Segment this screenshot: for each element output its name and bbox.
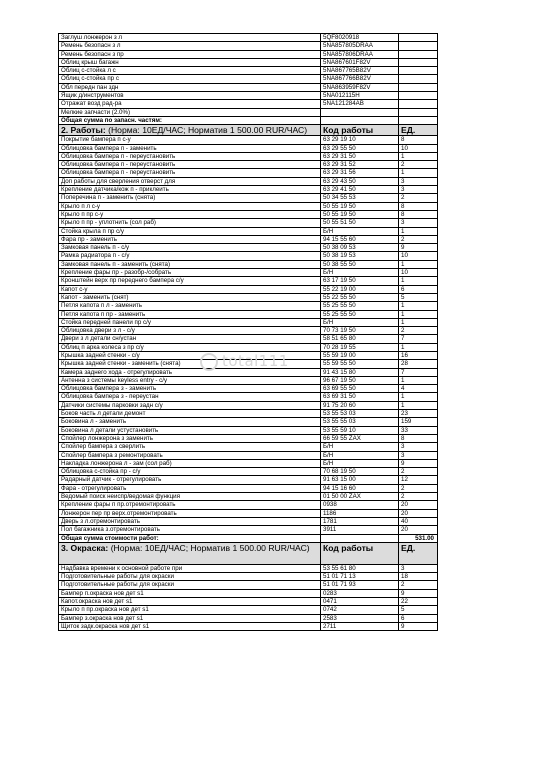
table-row [59, 468, 438, 476]
item-description: Капот.окраска нов дет s1 [59, 598, 321, 606]
item-code: 91 75 20 60 [321, 401, 399, 409]
item-code: 50 55 19 50 [321, 202, 399, 210]
table-row [59, 219, 438, 227]
item-description: Мелкие запчасти (2.0%) [59, 108, 321, 116]
item-description: Кронштейн верх пр переднего бампера с/у [59, 277, 321, 285]
column-header-units: ЕД. [399, 542, 438, 564]
item-units [399, 108, 438, 116]
item-description: Дверь з л.отремонтировать [59, 517, 321, 525]
item-code: 50 38 55 50 [321, 260, 399, 268]
item-description: Заглуш лонжерон з л [59, 34, 321, 42]
table-row [59, 58, 438, 66]
item-description: Рамка радиатора п - с/у [59, 252, 321, 260]
item-units: 20 [399, 501, 438, 509]
item-description: Ремень безопасн з л [59, 42, 321, 50]
column-header-code: Код работы [321, 542, 399, 564]
item-units [399, 50, 438, 58]
item-code: 51 01 71 93 [321, 581, 399, 589]
item-code: 63 69 55 50 [321, 385, 399, 393]
item-description: Ящик д/инструментов [59, 92, 321, 100]
item-code: 63 29 19 10 [321, 136, 399, 144]
table-row [59, 622, 438, 630]
item-description: Облицовка с-стойка пр - с/у [59, 468, 321, 476]
item-units: 1 [399, 393, 438, 401]
item-description: Крышка задней стенки - заменить (снята) [59, 360, 321, 368]
item-code: 63 29 31 56 [321, 169, 399, 177]
item-description: Облиц с-стойка л с [59, 67, 321, 75]
item-units: 7 [399, 368, 438, 376]
item-description: Пол багажника з.отремонтировать [59, 526, 321, 534]
item-units: 1 [399, 302, 438, 310]
table-row [59, 581, 438, 589]
item-code: Б/Н [321, 443, 399, 451]
table-row [59, 285, 438, 293]
table-row [59, 152, 438, 160]
table-row [59, 144, 438, 152]
item-code: Б/Н [321, 318, 399, 326]
item-code: 70 28 19 55 [321, 343, 399, 351]
section-title: 2. Работы: [61, 125, 106, 136]
table-row [59, 327, 438, 335]
section-title: 3. Окраска: [61, 542, 109, 553]
table-row [59, 501, 438, 509]
table-row [59, 269, 438, 277]
table-row [59, 177, 438, 185]
item-code: 5NA863959F82V [321, 83, 399, 91]
item-description: Крыло п л с-у [59, 202, 321, 210]
table-row [59, 252, 438, 260]
table-row [59, 277, 438, 285]
item-code: 55 25 55 50 [321, 302, 399, 310]
item-code: 63 29 41 50 [321, 186, 399, 194]
item-units: 9 [399, 622, 438, 630]
item-description: Петля капота п пр - заменить [59, 310, 321, 318]
item-units: 18 [399, 573, 438, 581]
table-row [59, 92, 438, 100]
total-code [321, 534, 399, 542]
item-code: 94 15 16 60 [321, 484, 399, 492]
item-code: 50 38 19 53 [321, 252, 399, 260]
table-row [59, 302, 438, 310]
item-units: 9 [399, 589, 438, 597]
table-row [59, 100, 438, 108]
item-units: 1 [399, 260, 438, 268]
item-units [399, 75, 438, 83]
item-code: 3911 [321, 526, 399, 534]
item-description: Стойка передней панели пр с/у [59, 318, 321, 326]
item-description: Накладка лонжерона л - зам (сол раб) [59, 459, 321, 467]
item-units: 33 [399, 426, 438, 434]
item-units: 1 [399, 277, 438, 285]
total-value: 531.00 [399, 534, 438, 542]
item-code: 0938 [321, 501, 399, 509]
item-units: 3 [399, 219, 438, 227]
table-row [59, 573, 438, 581]
table-row [59, 260, 438, 268]
item-units: 8 [399, 136, 438, 144]
table-row [59, 34, 438, 42]
watermark-text: total111 [222, 352, 289, 370]
item-units: 8 [399, 202, 438, 210]
table-row [59, 606, 438, 614]
item-description: Облиц крыш багажн [59, 58, 321, 66]
item-description: Бампер п.окраска нов дет s1 [59, 589, 321, 597]
table-row [59, 75, 438, 83]
item-description: Лонжерон пер пр верх.отремонтировать [59, 509, 321, 517]
item-units [399, 92, 438, 100]
total-value [399, 116, 438, 124]
table-row [59, 186, 438, 194]
item-units: 22 [399, 598, 438, 606]
item-units: 2 [399, 327, 438, 335]
item-code: 51 01 71 13 [321, 573, 399, 581]
item-description: Облицовка двери з л - с/у [59, 327, 321, 335]
table-row [59, 310, 438, 318]
item-description: Щиток задк.окраска нов дет s1 [59, 622, 321, 630]
item-description: Фара - отрегулировать [59, 484, 321, 492]
item-description: Фара пр - заменить [59, 235, 321, 243]
item-units: 8 [399, 434, 438, 442]
item-units [399, 58, 438, 66]
item-code: 96 67 19 50 [321, 376, 399, 384]
item-units: 1 [399, 343, 438, 351]
item-units: 12 [399, 476, 438, 484]
table-row [59, 50, 438, 58]
item-code: 91 63 15 00 [321, 476, 399, 484]
table-row [59, 385, 438, 393]
item-code: 55 22 19 00 [321, 285, 399, 293]
item-description: Замковая панель п - с/у [59, 244, 321, 252]
item-description: Подготовительные работы для окраски [59, 573, 321, 581]
item-units: 2 [399, 493, 438, 501]
item-description: Замковая панель п - заменить (снята) [59, 260, 321, 268]
item-code: 63 29 31 50 [321, 152, 399, 160]
item-code: 0471 [321, 598, 399, 606]
item-code: 58 51 65 80 [321, 335, 399, 343]
item-description: Крыло п пр с-у [59, 210, 321, 218]
table-row [59, 293, 438, 301]
item-code: Б/Н [321, 227, 399, 235]
item-units: 9 [399, 244, 438, 252]
item-code: 5NA857805DRAA [321, 42, 399, 50]
table-row [59, 343, 438, 351]
item-code: 63 17 19 50 [321, 277, 399, 285]
item-units: 159 [399, 418, 438, 426]
item-description: Ремень безопасн з пр [59, 50, 321, 58]
item-units [399, 83, 438, 91]
item-description: Антенна з системы keyless entry - с/у [59, 376, 321, 384]
item-description: Доп работы для сверления отверст для [59, 177, 321, 185]
item-description: Облицовка бампера з - переустан [59, 393, 321, 401]
item-units: 40 [399, 517, 438, 525]
item-description: Двери з л детали сн/устан [59, 335, 321, 343]
item-code: 63 29 43 50 [321, 177, 399, 185]
item-description: Крепление фары п пр.отремонтировать [59, 501, 321, 509]
item-description: Ведомый поиск неиспр/ведомая функция [59, 493, 321, 501]
item-description: Боковина л - заменить [59, 418, 321, 426]
table-row [59, 244, 438, 252]
item-code: Б/Н [321, 459, 399, 467]
item-code: 63 29 55 50 [321, 144, 399, 152]
table-row [59, 401, 438, 409]
item-units: 1 [399, 310, 438, 318]
item-code: Б/Н [321, 269, 399, 277]
item-description: Боков часть л детали демонт [59, 410, 321, 418]
item-units [399, 67, 438, 75]
item-description: Облицовка бампера п - переустановить [59, 169, 321, 177]
table-row [59, 451, 438, 459]
table-row [59, 459, 438, 467]
item-code: 50 55 19 50 [321, 210, 399, 218]
table-row [59, 476, 438, 484]
estimate-table [58, 33, 438, 631]
item-units: 3 [399, 443, 438, 451]
column-header-units: ЕД. [399, 125, 438, 136]
item-code: 5NA012115H [321, 92, 399, 100]
item-code: 50 34 55 53 [321, 194, 399, 202]
total-label: Общая сумма стоимости работ: [59, 534, 321, 542]
item-code: 53 55 59 10 [321, 426, 399, 434]
item-description: Облицовка бампера п - переустановить [59, 161, 321, 169]
item-units: 1 [399, 376, 438, 384]
item-units: 7 [399, 335, 438, 343]
item-code: 53 55 61 80 [321, 564, 399, 572]
table-row [59, 83, 438, 91]
item-description: Капот с-у [59, 285, 321, 293]
item-description: Покрытие бампера п с-у [59, 136, 321, 144]
item-code: 0283 [321, 589, 399, 597]
item-description: Спойлер бампера з сверлить [59, 443, 321, 451]
item-description: Подготовительные работы для окраски [59, 581, 321, 589]
table-row [59, 598, 438, 606]
item-code: Б/Н [321, 451, 399, 459]
item-description: Датчики системы парковки задн с/у [59, 401, 321, 409]
item-description: Облицовка бампера з - заменить [59, 385, 321, 393]
table-row [59, 318, 438, 326]
item-code: 53 55 55 03 [321, 418, 399, 426]
total-row [59, 534, 438, 542]
item-code: 01 50 00 ZAX [321, 493, 399, 501]
table-row [59, 169, 438, 177]
table-row [59, 108, 438, 116]
item-code: 2583 [321, 614, 399, 622]
table-row [59, 67, 438, 75]
item-units: 5 [399, 293, 438, 301]
item-code: 1781 [321, 517, 399, 525]
item-units: 3 [399, 177, 438, 185]
item-description: Облицовка бампера п - заменить [59, 144, 321, 152]
table-row [59, 509, 438, 517]
total-label: Общая сумма по запасн. частям: [59, 116, 321, 124]
section-title-cell [59, 542, 321, 564]
section-title-cell [59, 125, 321, 136]
item-description: Спойлер лонжерона з заменить [59, 434, 321, 442]
section-header [59, 542, 438, 564]
total-code [321, 116, 399, 124]
item-units: 1 [399, 401, 438, 409]
item-description: Боковина л детали уcтустановить [59, 426, 321, 434]
watermark-ring-icon [200, 353, 218, 371]
column-header-code: Код работы [321, 125, 399, 136]
item-units: 23 [399, 410, 438, 418]
item-code: 5NA867766B82V [321, 75, 399, 83]
item-units: 10 [399, 269, 438, 277]
item-units: 28 [399, 360, 438, 368]
item-units: 5 [399, 606, 438, 614]
table-row [59, 614, 438, 622]
item-description: Крышка задней стенки - с/у [59, 351, 321, 359]
item-description: Капот - заменить (снят) [59, 293, 321, 301]
table-row [59, 526, 438, 534]
item-code: 5NA867765B82V [321, 67, 399, 75]
item-units: 2 [399, 484, 438, 492]
table-row [59, 589, 438, 597]
item-description: Обл передн пан здн [59, 83, 321, 91]
estimate-table-body [59, 34, 438, 631]
section-rate: (Норма: 10ЕД/ЧАС; Норматив 1 500.00 RUR/ЧАС) [110, 542, 310, 553]
item-units: 9 [399, 459, 438, 467]
item-description: Крепление фары пр - разобр-/собрать [59, 269, 321, 277]
table-row [59, 410, 438, 418]
item-code: 55 25 55 50 [321, 310, 399, 318]
item-units: 6 [399, 285, 438, 293]
item-description: Радарный датчик - отрегулировать [59, 476, 321, 484]
item-code: 5NA121284AB [321, 100, 399, 108]
table-row [59, 376, 438, 384]
item-units [399, 42, 438, 50]
item-code: 55 22 55 50 [321, 293, 399, 301]
item-units: 3 [399, 564, 438, 572]
table-row [59, 335, 438, 343]
item-code: 1186 [321, 509, 399, 517]
table-row [59, 426, 438, 434]
item-units [399, 100, 438, 108]
item-description: Бампер з.окраска нов дет s1 [59, 614, 321, 622]
table-row [59, 443, 438, 451]
table-row [59, 434, 438, 442]
item-units: 10 [399, 144, 438, 152]
item-code: 91 43 15 80 [321, 368, 399, 376]
item-code: 5NA867601F82V [321, 58, 399, 66]
item-code: 63 69 31 50 [321, 393, 399, 401]
item-code [321, 108, 399, 116]
item-units: 2 [399, 581, 438, 589]
item-units: 16 [399, 351, 438, 359]
item-units: 8 [399, 210, 438, 218]
item-description: Камера заднего хода - отрегулировать [59, 368, 321, 376]
item-description: Облицовка бампера п - переустановить [59, 152, 321, 160]
item-code: 55 59 19 00 [321, 351, 399, 359]
item-units [399, 34, 438, 42]
item-units: 3 [399, 451, 438, 459]
estimate-sheet [58, 33, 437, 631]
section-header [59, 125, 438, 136]
item-code: 2711 [321, 622, 399, 630]
item-units: 3 [399, 186, 438, 194]
table-row [59, 136, 438, 144]
item-code: 50 55 51 50 [321, 219, 399, 227]
item-code: 5QF8020918 [321, 34, 399, 42]
item-units: 1 [399, 318, 438, 326]
table-row [59, 418, 438, 426]
table-row [59, 202, 438, 210]
table-row [59, 493, 438, 501]
item-description: Облиц п арка колеса з пр с/у [59, 343, 321, 351]
item-units: 2 [399, 235, 438, 243]
item-code: 55 59 55 50 [321, 360, 399, 368]
item-code: 70 73 19 50 [321, 327, 399, 335]
item-code: 70 68 19 50 [321, 468, 399, 476]
table-row [59, 393, 438, 401]
item-description: Стойка крыла п пр с/у [59, 227, 321, 235]
item-description: Крыло п пр.окраска нов дет s1 [59, 606, 321, 614]
section-rate: (Норма: 10ЕД/ЧАС; Норматив 1 500.00 RUR/ЧАС) [108, 125, 308, 136]
item-code: 0742 [321, 606, 399, 614]
item-description: Петля капота п л - заменить [59, 302, 321, 310]
item-code: 66 59 55 ZAX [321, 434, 399, 442]
item-units: 20 [399, 526, 438, 534]
total-row [59, 116, 438, 124]
item-description: Крыло п пр - уплотнить (сол раб) [59, 219, 321, 227]
item-units: 4 [399, 385, 438, 393]
item-code: 53 55 53 03 [321, 410, 399, 418]
table-row [59, 194, 438, 202]
table-row [59, 227, 438, 235]
item-code: 63 29 31 52 [321, 161, 399, 169]
table-row [59, 161, 438, 169]
table-row [59, 564, 438, 572]
item-description: Поперечина п - заменить (снята) [59, 194, 321, 202]
item-units: 2 [399, 194, 438, 202]
table-row [59, 517, 438, 525]
item-units: 20 [399, 509, 438, 517]
item-description: Надбавка времени к основной работе при [59, 564, 321, 572]
item-code: 5NA857806DRAA [321, 50, 399, 58]
item-units: 1 [399, 152, 438, 160]
item-description: Спойлер бампера з ремонтировать [59, 451, 321, 459]
table-row [59, 484, 438, 492]
item-units: 6 [399, 614, 438, 622]
watermark-logo [200, 352, 289, 371]
item-units: 1 [399, 169, 438, 177]
item-description: Отражат возд рад-ра [59, 100, 321, 108]
item-units: 2 [399, 468, 438, 476]
item-code: 94 15 55 60 [321, 235, 399, 243]
item-code: 50 38 09 53 [321, 244, 399, 252]
item-units: 2 [399, 161, 438, 169]
item-units: 10 [399, 252, 438, 260]
table-row [59, 42, 438, 50]
item-description: Крепление датчика/кож п - приклеить [59, 186, 321, 194]
table-row [59, 210, 438, 218]
item-units: 1 [399, 227, 438, 235]
item-description: Облиц с-стойка пр с [59, 75, 321, 83]
table-row [59, 235, 438, 243]
